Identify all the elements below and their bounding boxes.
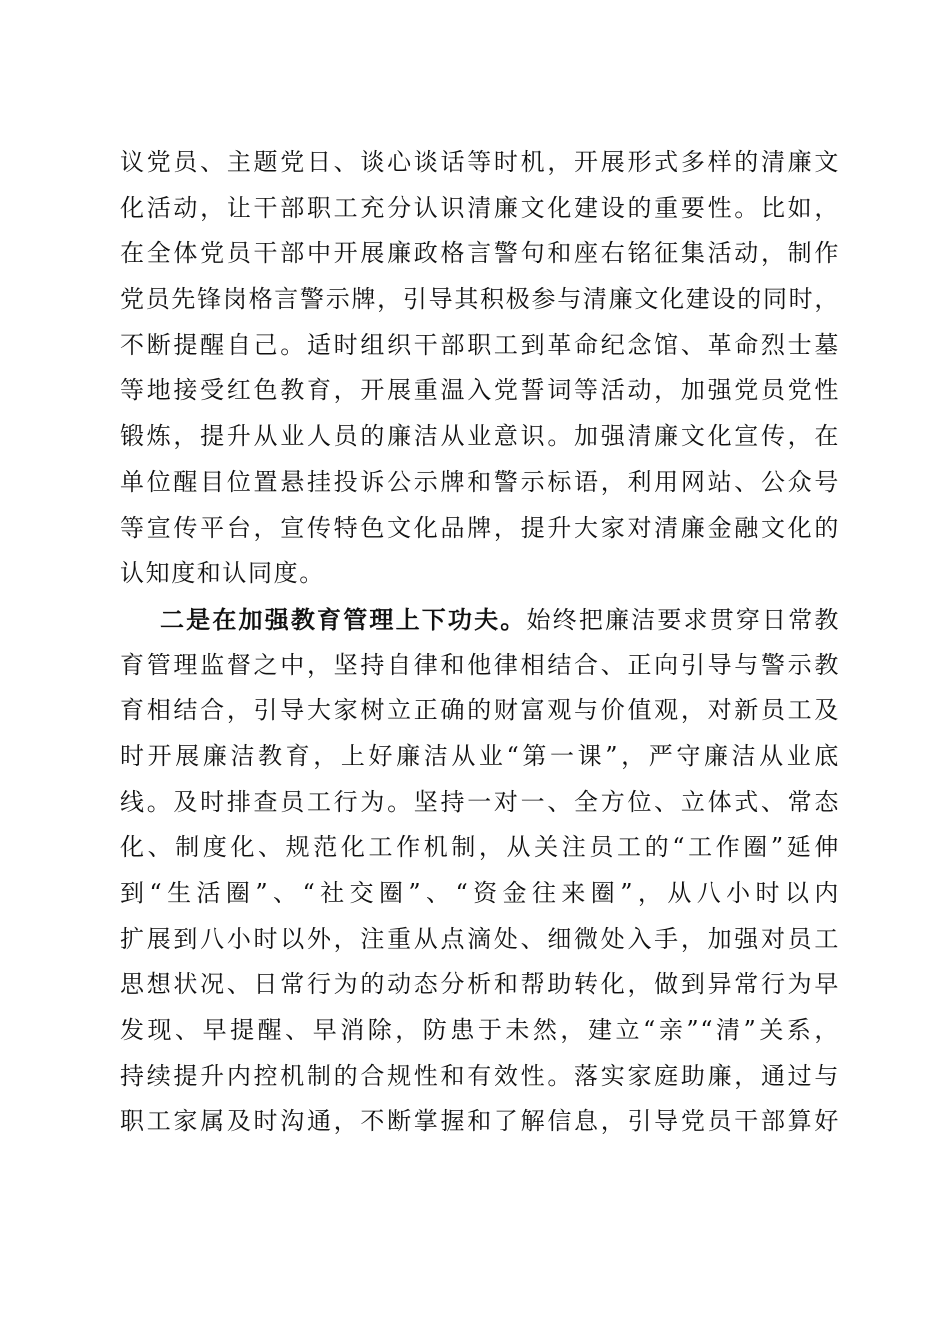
text-line: 化活动，让干部职工充分认识清廉文化建设的重要性。比如， — [120, 193, 840, 222]
text-line: 育相结合，引导大家树立正确的财富观与价值观，对新员工及 — [120, 696, 840, 725]
text-line: 锻炼，提升从业人员的廉洁从业意识。加强清廉文化宣传，在 — [120, 422, 840, 451]
text-line: 认知度和认同度。 — [120, 559, 325, 588]
text-line: 持续提升内控机制的合规性和有效性。落实家庭助廉，通过与 — [120, 1061, 840, 1090]
text-line: 单位醒目位置悬挂投诉公示牌和警示标语，利用网站、公众号 — [120, 467, 840, 496]
paragraph-2 — [120, 597, 840, 1145]
text-line: 化、制度化、规范化工作机制，从关注员工的“工作圈”延伸 — [120, 833, 840, 862]
text-line: 等地接受红色教育，开展重温入党誓词等活动，加强党员党性 — [120, 376, 840, 405]
text-line: 议党员、主题党日、谈心谈话等时机，开展形式多样的清廉文 — [120, 148, 840, 176]
text-line: 党员先锋岗格言警示牌，引导其积极参与清廉文化建设的同时， — [120, 285, 840, 314]
text-line: 到“生活圈”、“社交圈”、“资金往来圈”，从八小时以内 — [120, 879, 840, 907]
text-line: 线。及时排查员工行为。坚持一对一、全方位、立体式、常态 — [120, 787, 840, 816]
text-run: 始终把廉洁要求贯穿日常教 — [526, 605, 840, 634]
text-line: 育管理监督之中，坚持自律和他律相结合、正向引导与警示教 — [120, 650, 840, 679]
text-line: 发现、早提醒、早消除，防患于未然，建立“亲”“清”关系， — [120, 1016, 840, 1045]
text-line: 等宣传平台，宣传特色文化品牌，提升大家对清廉金融文化的 — [120, 513, 840, 542]
section-heading: 二是在加强教育管理上下功夫。 — [160, 604, 527, 634]
paragraph-1 — [120, 140, 840, 597]
text-line: 职工家属及时沟通，不断掌握和了解信息，引导党员干部算好 — [120, 1107, 840, 1136]
document-body — [120, 140, 840, 1145]
text-line: 不断提醒自己。适时组织干部职工到革命纪念馆、革命烈士墓 — [120, 330, 840, 359]
text-line-first — [120, 597, 840, 643]
text-line: 扩展到八小时以外，注重从点滴处、细微处入手，加强对员工 — [120, 924, 840, 953]
text-line: 在全体党员干部中开展廉政格言警句和座右铭征集活动，制作 — [120, 239, 840, 268]
text-line: 思想状况、日常行为的动态分析和帮助转化，做到异常行为早 — [120, 970, 840, 999]
text-line: 时开展廉洁教育，上好廉洁从业“第一课”，严守廉洁从业底 — [120, 741, 840, 770]
